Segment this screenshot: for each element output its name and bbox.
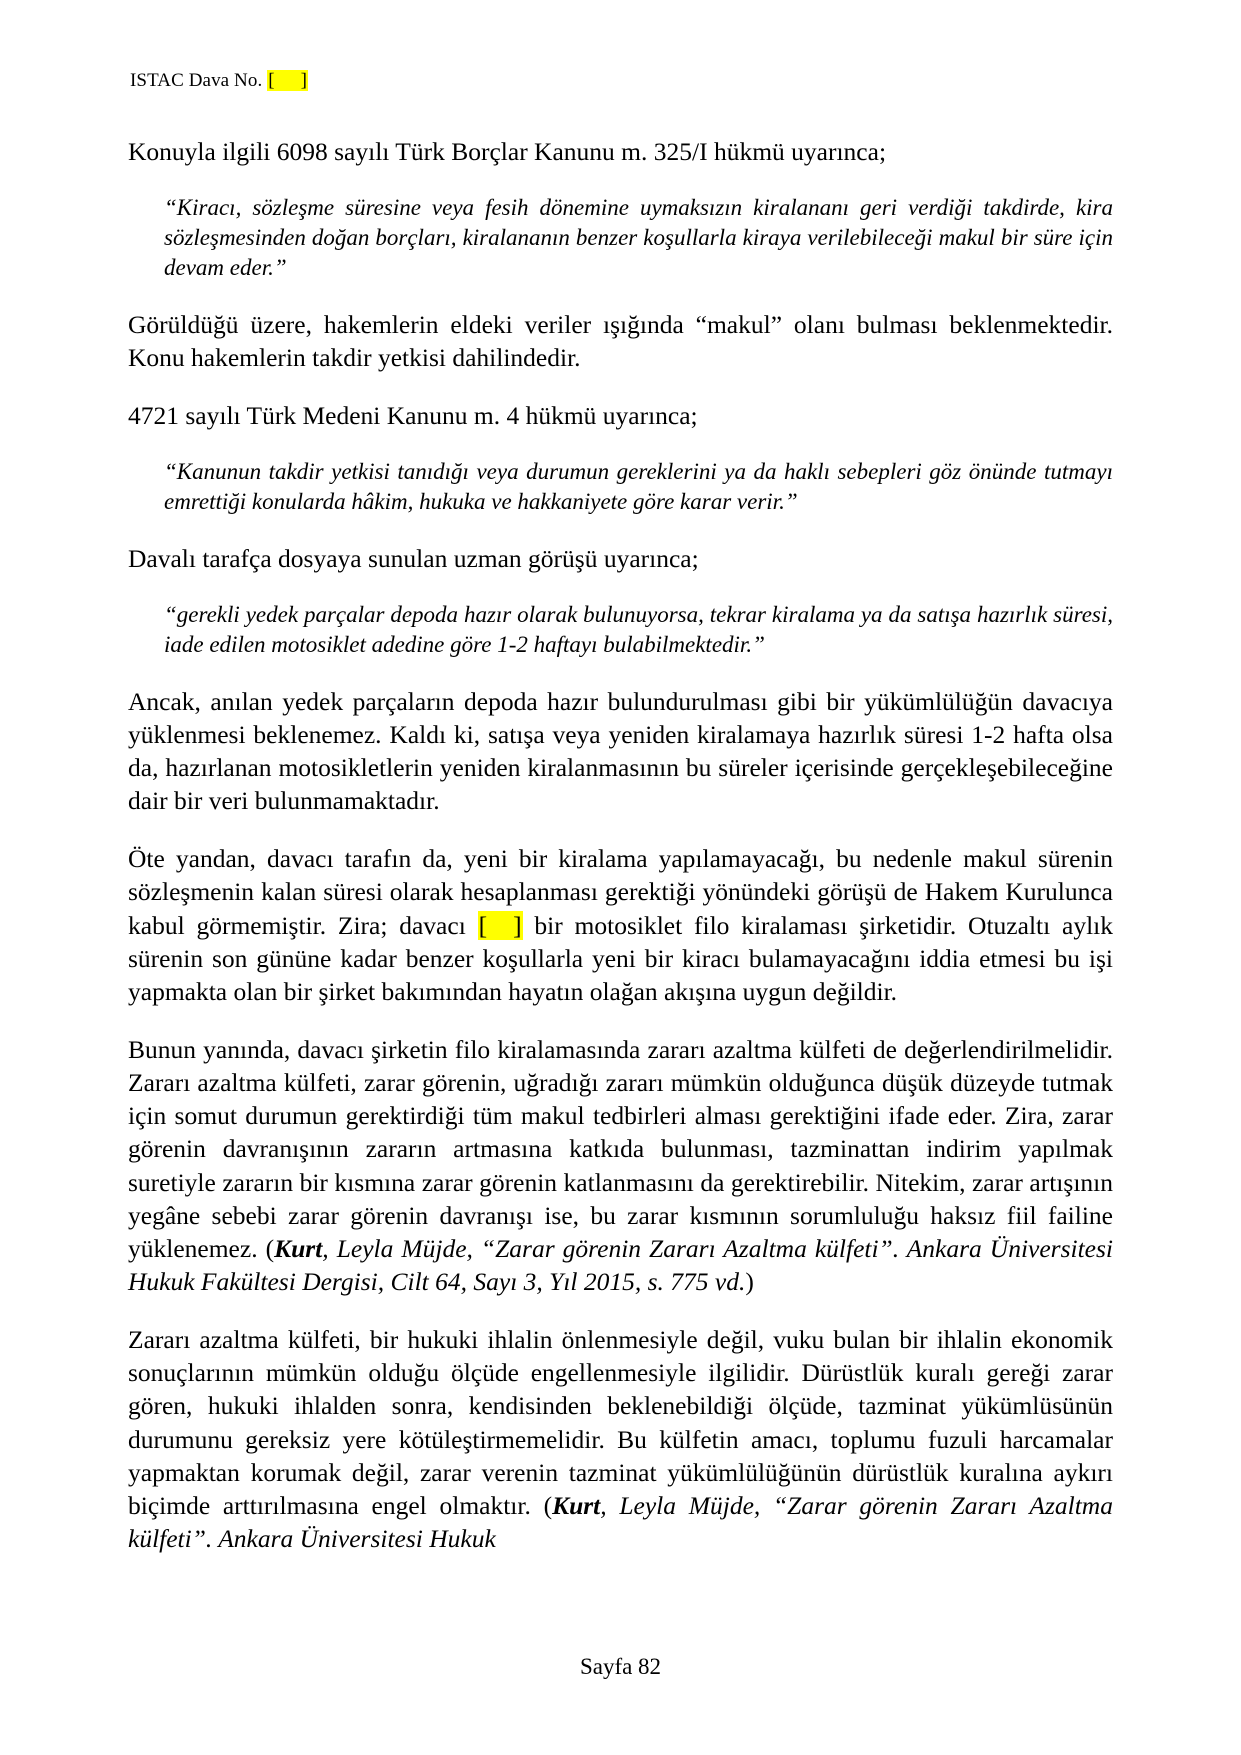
mitigation-duty-text: Bunun yanında, davacı şirketin filo kiralamasında zararı azaltma külfeti de değerlendirilmelidir. Zararı azaltma külfeti, zarar görenin, uğradığı zararı mümkün olduğunca düşük düzeyde tutmak için somut durumun gerektirdiği tüm makul tedbirleri alması gerektiğini ifade eder. Zira, zarar görenin davranışının zararın artmasına katkıda bulunması, tazminattan indirim yapılmak suretiyle zararın bir kısmına zarar görenin katlanmasını da gerektirebilir. Nitekim, zarar artışının yegâne sebebi zarar görenin davranışı ise, bu zarar kısmının sorumluluğu haksız fiil failine yüklenemez. ( (128, 1035, 1113, 1263)
citation-author-name: Kurt (274, 1233, 323, 1263)
quote-expert-opinion: “gerekli yedek parçalar depoda hazır olarak bulunuyorsa, tekrar kiralama ya da satışa hazırlık süresi, iade edilen motosiklet adedine göre 1-2 haftayı bulabilmektedir.” (164, 601, 1113, 657)
case-number-label: ISTAC Dava No. (130, 70, 263, 91)
paragraph-intro-expert-opinion: Davalı tarafça dosyaya sunulan uzman görüşü uyarınca; (128, 543, 699, 573)
paragraph-arbitrator-discretion: Görüldüğü üzere, hakemlerin eldeki veriler ışığında “makul” olanı bulması beklenmektedir. Konu hakemlerin takdir yetkisi dahilindedir. (128, 309, 1113, 372)
citation-details-2: , Leyla Müjde, “Zarar görenin Zararı Azaltma külfeti”. Ankara Üniversitesi Hukuk (128, 1490, 1113, 1553)
page-number: Sayfa 82 (579, 1654, 662, 1680)
claimant-name-redaction (478, 911, 523, 940)
paragraph-intro-tbk: Konuyla ilgili 6098 sayılı Türk Borçlar Kanunu m. 325/I hükmü uyarınca; (128, 136, 887, 166)
mitigation-scope-text: Zararı azaltma külfeti, bir hukuki ihlalin önlenmesiyle değil, vuku bulan bir ihlalin ekonomik sonuçlarının mümkün olduğu ölçüde engellenmesiyle ilgilidir. Dürüstlük kuralı gereği zarar gören, hukuki ihlalden sonra, kendisinden beklenebildiği ölçüde, tazminat yükümlüsünün durumunu gereksiz yere kötüleştirmemelidir. Bu külfetin amacı, toplumu fuzuli harcamalar yapmaktan korumak değil, zarar verenin tazminat yükümlülüğünün dürüstlük kuralına aykırı biçimde arttırılmasına engel olmaktır. ( (128, 1325, 1113, 1520)
citation-author-name-2: Kurt (552, 1490, 601, 1520)
redaction-bracket-open: [ (478, 910, 488, 940)
citation-author-bold-2 (552, 1491, 600, 1520)
redaction-bracket-close: ] (300, 70, 308, 91)
quote-tbk-325: “Kiracı, sözleşme süresine veya fesih dönemine uymaksızın kiralananı geri verdiği takdirde, kira sözleşmesinden doğan borçları, kiralananın benzer koşullarla kiraya verilebileceği makul bir süre için devam eder.” (164, 194, 1113, 280)
paragraph-intro-tmk: 4721 sayılı Türk Medeni Kanunu m. 4 hükmü uyarınca; (128, 400, 698, 430)
page-footer (0, 1653, 1241, 1681)
document-header (130, 70, 1113, 93)
redaction-bracket-open: [ (268, 70, 275, 91)
citation-author-bold (274, 1234, 322, 1263)
citation-details: , Leyla Müjde, “Zarar görenin Zararı Azaltma külfeti”. Ankara Üniversitesi Hukuk Fakültesi Dergisi, Cilt 64, Sayı 3, Yıl 2015, s. 775 vd. (128, 1233, 1114, 1296)
paragraph-spare-parts-analysis: Ancak, anılan yedek parçaların depoda hazır bulundurulması gibi bir yükümlülüğün davacıya yüklenmesi beklenemez. Kaldı ki, satışa veya yeniden kiralamaya hazırlık süresi 1-2 hafta olsa da, hazırlanan motosikletlerin yeniden kiralanmasının bu süreler içerisinde gerçekleşebileceğine dair bir veri bulunmamaktadır. (128, 686, 1113, 816)
paragraph-text-before-redaction: Öte yandan, davacı tarafın da, yeni bir kiralama yapılamayacağı, bu nedenle makul sürenin sözleşmenin kalan süresi olarak hesaplanması gerektiği yönündeki görüşü de Hakem Kurulunca kabul görmemiştir. Zira; davacı (128, 844, 1113, 940)
citation-close-paren: ) (745, 1266, 754, 1296)
paragraph-mitigation-scope (128, 1323, 1113, 1555)
quote-tmk-4: “Kanunun takdir yetkisi tanıdığı veya durumun gereklerini ya da haklı sebepleri göz önünde tutmayı emrettiği konularda hâkim, hukuka ve hakkaniyete göre karar verir.” (164, 459, 1113, 514)
paragraph-text-after-redaction: bir motosiklet filo kiralaması şirketidir. Otuzaltı aylık sürenin son gününe kadar benzer koşullarla yeni bir kiracı bulamayacağını iddia etmesi bu işi yapmakta olan bir şirket bakımından hayatın olağan akışına uygun değildir. (128, 910, 1113, 1006)
case-number-redaction (267, 70, 308, 91)
paragraph-tribunal-rejection (128, 842, 1113, 1008)
paragraph-mitigation-duty (128, 1033, 1113, 1298)
redaction-bracket-close: ] (513, 910, 522, 940)
